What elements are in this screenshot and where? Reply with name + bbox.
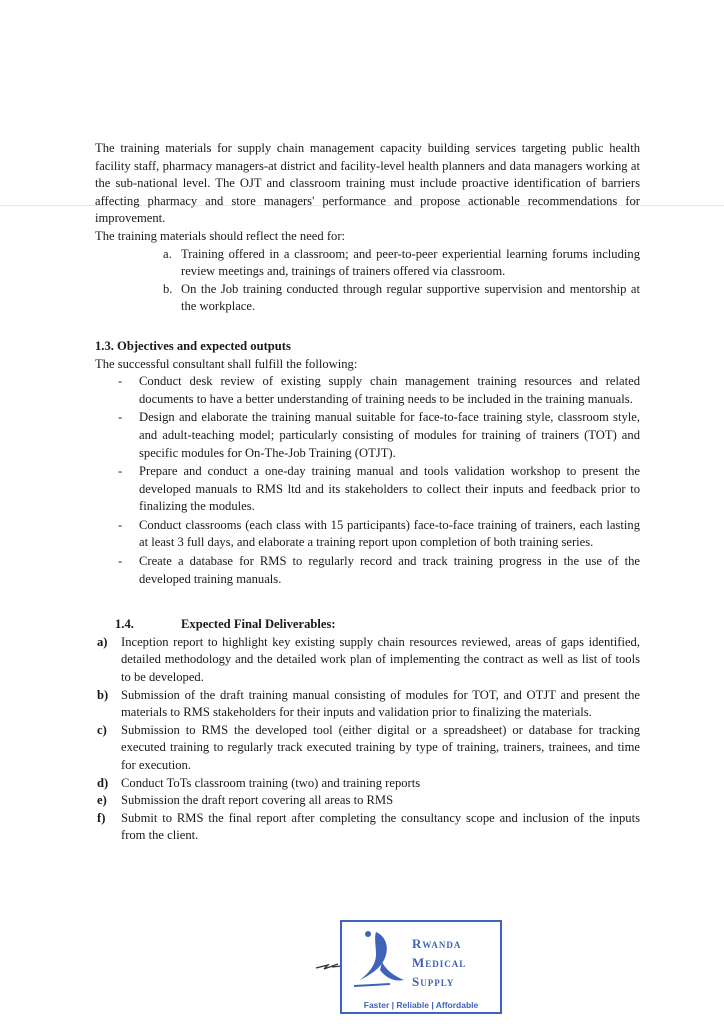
objectives-lead: The successful consultant shall fulfill the following: bbox=[95, 356, 358, 371]
reflect-lead: The training materials should reflect the need for: bbox=[95, 228, 346, 243]
list-item: - Conduct classrooms (each class with 15 participants) face-to-face training of trainers, each lasting at least 3 full days, and elaborate a training report upon completion of both training series. bbox=[118, 517, 640, 550]
list-item: b. On the Job training conducted through regular supportive supervision and mentorship at the workplace. bbox=[163, 281, 640, 314]
list-item: - Conduct desk review of existing supply chain management training resources and related documents to have a better understanding of training needs to be included in the training manuals. bbox=[118, 374, 640, 406]
stamp-tagline: Faster | Reliable | Affordable bbox=[363, 1000, 479, 1010]
intro-paragraph: The training materials for supply chain management capacity building services targeting public health facility staff, pharmacy managers-at district and facility-level health planners and data managers working at the sub-national level. The OJT and classroom training must include proactive identification of barriers affecting pharmacy and store managers' performance and propose actionable recommendations for improvement. bbox=[95, 141, 640, 226]
list-item: d) Conduct ToTs classroom training (two) and training reports bbox=[97, 775, 421, 790]
list-item: c) Submission to RMS the developed tool (either digital or a spreadsheet) or database for tracking executed training to regularly track executed training by type of training, trainers, trainees, and time for execution. bbox=[97, 722, 640, 772]
stamp-org-name: Rwanda Medical Supply bbox=[412, 936, 467, 989]
list-item: - Create a database for RMS to regularly record and track training progress in the use of the developed training manuals. bbox=[118, 554, 640, 586]
deliverables-list bbox=[95, 634, 640, 845]
needs-list bbox=[95, 246, 640, 316]
rms-logo-icon bbox=[346, 926, 408, 994]
list-item: a) Inception report to highlight key existing supply chain resources reviewed, areas of gaps identified, detailed methodology and the detailed work plan of implementing the contract as well as list of tools to be developed. bbox=[97, 634, 640, 685]
list-item: b) Submission of the draft training manual consisting of modules for TOT, and OTJT and present the materials to RMS stakeholders for their inputs and validation prior to finalizing the materials. bbox=[97, 687, 640, 720]
list-item: - Design and elaborate the training manual suitable for face-to-face training style, classroom style, and adult-teaching model; particularly consisting of modules for training of trainers (TOT) and specific modules for On-The-Job Training (OTJT). bbox=[118, 410, 640, 460]
organization-stamp bbox=[340, 920, 502, 1014]
objectives-list bbox=[95, 373, 640, 588]
list-item: - Prepare and conduct a one-day training manual and tools validation workshop to present the developed manuals to RMS ltd and its stakeholders to collect their inputs and feedback prior to finalizing the modules. bbox=[118, 464, 640, 514]
list-item: f) Submit to RMS the final report after completing the consultancy scope and inclusion of the inputs from the client. bbox=[97, 810, 640, 843]
section-title-objectives: 1.3. Objectives and expected outputs bbox=[95, 338, 291, 353]
list-item: a. Training offered in a classroom; and peer-to-peer experiential learning forums including review meetings and, trainings of trainers offered via classroom. bbox=[163, 246, 640, 279]
document-body bbox=[95, 140, 640, 845]
section-title-deliverables: 1.4. Expected Final Deliverables: bbox=[115, 617, 336, 632]
list-item: e) Submission the draft report covering all areas to RMS bbox=[97, 793, 394, 808]
